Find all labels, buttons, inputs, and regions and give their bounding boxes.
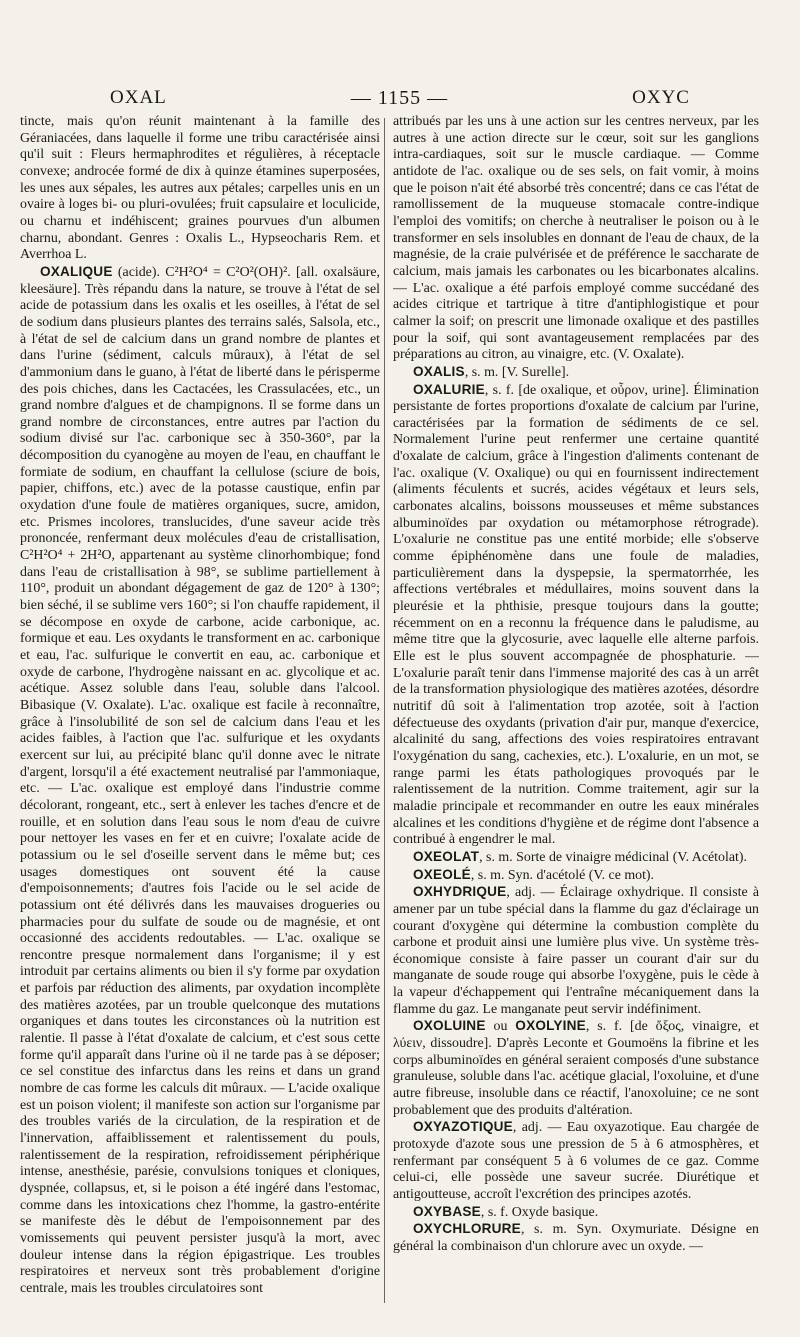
entry-headword: OXYBASE bbox=[413, 1203, 481, 1219]
dictionary-entry bbox=[393, 1221, 759, 1255]
entry-text: tincte, mais qu'on réunit maintenant à la famille des Géraniacées, dans laquelle il forme une tribu caractérisée ainsi qu'il suit : Fleurs hermaphrodites et régulières, à réceptacle convexe; androcée formé de dix à quinze étamines superposées, les unes aux sépales, les autres aux pétales; carpelles unis en un ovaire à loges bi- ou pluri-ovulées; fruit capsulaire et loculicide, ou charnu et indéhiscent; graines pourvues d'un albumen charnu, abondant. Genres : Oxalis L., Hypseocharis Rem. et Averrhoa L. bbox=[20, 114, 380, 263]
dictionary-entry bbox=[393, 1119, 759, 1203]
entry-text: , s. m. Syn. Oxymuriate. Désigne en général la combinaison d'un chlorure avec un oxyde. — bbox=[393, 1222, 759, 1254]
dictionary-entry bbox=[393, 1018, 759, 1119]
right-column bbox=[393, 114, 759, 1309]
entry-text: , s. m. [V. Surelle]. bbox=[464, 364, 570, 380]
running-head bbox=[110, 84, 690, 112]
dictionary-entry bbox=[393, 382, 759, 849]
running-head-left: OXAL bbox=[110, 87, 167, 108]
entry-continuation bbox=[20, 114, 380, 264]
entry-headword: OXEOLÉ bbox=[413, 866, 471, 882]
entry-continuation bbox=[393, 114, 759, 364]
running-head-right: OXYC bbox=[632, 87, 690, 108]
dictionary-entry bbox=[20, 264, 380, 1298]
dictionary-entry bbox=[393, 364, 759, 382]
entry-text: , adj. — Éclairage oxhydrique. Il consiste à amener par un tube spécial dans la flamme du gaz d'éclairage un courant d'oxygène qui détermine la combustion complète du carbone et produit ainsi une lumière plus vive. Un système très-économique consiste à faire passer un courant d'air sur du manganate de soude rouge qui absorbe l'oxygène, puis le cède à la vapeur d'échappement qui l'entraîne mécaniquement dans la flamme du gaz. Le manganate peut servir indéfiniment. bbox=[393, 885, 759, 1017]
entry-text: , s. f. [de ὄξος, vinaigre, et λύειν, dissoudre]. D'après Leconte et Goumoëns la fibrine et les corps albuminoïdes en général seraient composés d'une substance granuleuse, soluble dans l'ac. acétique glacial, l'oxoluine, et d'une autre fibreuse, insoluble dans ce réactif, l'anoxoluine; ce ne sont probablement que des produits d'altération. bbox=[393, 1019, 759, 1118]
entry-headword: OXYCHLORURE bbox=[413, 1221, 521, 1237]
entry-headword-variant: OXOLYINE bbox=[515, 1018, 586, 1034]
dictionary-entry bbox=[393, 884, 759, 1018]
column-rule bbox=[384, 118, 385, 1303]
entry-text: , s. f. Oxyde basique. bbox=[480, 1204, 599, 1220]
left-column bbox=[20, 114, 380, 1309]
entry-headword: OXALIQUE bbox=[40, 263, 113, 279]
entry-text: attribués par les uns à une action sur les centres nerveux, par les autres à une action directe sur le cœur, soit sur les ganglions intra-cardiaques, soit sur le muscle cardiaque. — Comme antidote de l'ac. oxalique ou de ses sels, on fait vomir, à moins que le poison n'ait été absorbé très concentré; dans ce cas l'état de ramollissement de la muqueuse stomacale contre-indique l'emploi des vomitifs; on cherche à neutraliser le poison ou à le transformer en sels insolubles en donnant de l'eau de chaux, de la magnésie, de la craie pulvérisée et de préférence le saccharate de calcium, mais jamais les carbonates ou les bicarbonates alcalins. — L'ac. oxalique a été parfois employé comme succédané des acides citrique et tartrique à titre d'antiphlogistique et pour calmer la soif; on prescrit une limonade oxalique et des pastilles pour la soif, qui sont avantageusement remplacées par des préparations au citron, au vinaigre, etc. (V. Oxalate). bbox=[393, 114, 759, 363]
entry-headword: OXALURIE bbox=[413, 381, 485, 397]
entry-text: , s. m. Sorte de vinaigre médicinal (V. Acétolat). bbox=[479, 849, 747, 865]
entry-text: , adj. — Eau oxyazotique. Eau chargée de protoxyde d'azote sous une pression de 5 à 6 atmosphères, et renfermant par conséquent 5 à 6 volumes de ce gaz. Comme celui-ci, elle possède une saveur sucrée. Diurétique et antigoutteuse, accroît l'excrétion des principes azotés. bbox=[393, 1120, 759, 1202]
entry-headword: OXHYDRIQUE bbox=[413, 884, 507, 900]
dictionary-entry bbox=[393, 1204, 759, 1222]
entry-text: , s. f. [de oxalique, et οὖρον, urine]. Élimination persistante de fortes proportions d'oxalate de calcium par l'urine, caractérisées par la formation de sédiments de ce sel. Normalement l'urine peut renfermer une certaine quantité d'oxalate de calcium, grâce à l'ingestion d'aliments contenant de l'ac. oxalique (V. Oxalique) ou qui en fournissent indirectement (aliments féculents et sucrés, acides végétaux et leurs sels, carbonates alcalins, boissons mousseuses et même substances albuminoïdes par oxydation ou métamorphose rétrograde). L'oxalurie ne constitue pas une entité morbide; elle s'observe comme épiphénomène dans une foule de maladies, particulièrement dans la dyspepsie, la spermatorrhée, les affections vertébrales et médullaires, moins souvent dans la pleurésie et la phthisie, presque toujours dans la goutte; récemment on en a reconnu la fréquence dans le paludisme, au même titre que la glycosurie, avec laquelle elle alterne parfois. Elle est le plus souvent accompagnée de phosphaturie. — L'oxalurie paraît tenir dans l'immense majorité des cas à un arrêt de la transformation physiologique des matières azotées, désordre nutritif dû soit à l'alimentation trop azotée, soit à l'action défectueuse des oxydants (privation d'air pur, manque d'exercice, alcalinité du sang, affections des voies respiratoires entravant l'oxygénation du sang, cachexies, etc.). L'oxalurie, en un mot, se range parmi les états pathologiques provoqués par le ralentissement de la nutrition. Comme traitement, agir sur la maladie principale et recommander en outre les eaux minérales alcalines et les conditions d'hygiène et de régime dont l'absence a contribué à engendrer le mal. bbox=[393, 382, 759, 848]
entry-connector: ou bbox=[485, 1019, 516, 1035]
entry-headword: OXALIS bbox=[413, 363, 465, 379]
entry-text: (acide). C²H²O⁴ = C²O²(OH)². [all. oxalsäure, kleesäure]. Très répandu dans la nature, se trouve à l'état de sel acide de potassium dans les oxalis et les oseilles, à l'état de sel de sodium dans plusieurs plantes des terrains salés, Salsola, etc., à l'état de sel de calcium dans un grand nombre de plantes et dans l'urine (sédiment, calculs mûraux), à l'état de sel d'ammonium dans le guano, à l'état de liberté dans le périsperme des pois chiches, dans les Cactacées, les Crassulacées, etc., un grand nombre d'algues et de champignons. Il se forme dans un grand nombre de circonstances, entre autres par l'action du sodium divisé sur l'ac. carbonique sec à 350-360°, par la décomposition du cyanogène au moyen de l'eau, en chauffant le formiate de sodium, en chauffant la cellulose (sciure de bois, papier, chiffons, etc.) avec de la potasse caustique, enfin par oxydation d'une foule de matières organiques, sucre, amidon, etc. Prismes incolores, translucides, d'une saveur acide très prononcée, renfermant deux molécules d'eau de cristallisation, C²H²O⁴ + 2H²O, appartenant au système clinorhombique; fond dans l'eau de cristallisation à 98°, se sublime partiellement à 110°, produit un abondant dégagement de gaz de 120° à 130°; bien séché, il se sublime vers 160°; si l'on chauffe rapidement, il se décompose en oxyde de carbone, acide carbonique, ac. formique et eau. Les oxydants le transforment en ac. carbonique et eau, l'ac. sulfurique le convertit en eau, ac. carbonique et oxyde de carbone, l'hydrogène naissant en ac. glycolique et ac. acétique. Assez soluble dans l'eau, soluble dans l'alcool. Bibasique (V. Oxalate). L'ac. oxalique est facile à reconnaître, grâce à l'insolubilité de son sel de calcium dans l'eau et les acides faibles, à l'action que l'ac. sulfurique et les oxydants exercent sur lui, au précipité blanc qu'il donne avec le nitrate d'argent, lorsqu'il a été exactement neutralisé par l'ammoniaque, etc. — L'ac. oxalique est employé dans l'industrie comme décolorant, rongeant, etc., sert à enlever les taches d'encre et de rouille, et en solution dans l'eau sous le nom d'eau de cuivre pour nettoyer les vases en fer et en cuivre; l'oxalate acide de potassium ou le sel d'oseille servent dans le même but; ces usages domestiques ont souvent été la cause d'empoisonnements; d'autres fois l'acide ou le sel acide de potassium ont été délivrés dans les mauvaises drogueries ou pharmacies pour du sulfate de soude ou de magnésie, et ont occasionné des accidents redoutables. — L'ac. oxalique se rencontre presque normalement dans l'organisme; il y est introduit par certains aliments ou bien il s'y forme par oxydation et parfois par réduction des aliments, par oxydation incomplète des matières azotées, par un trouble quelconque des mutations organiques et dans toutes les circonstances où la nutrition est ralentie. Il passe à l'état d'oxalate de calcium, et c'est sous cette forme qu'il apparaît dans l'urine où il ne tarde pas à se déposer; ce sel constitue des infarctus dans les reins et dans un grand nombre de cas forme les calculs dit mûraux. — L'acide oxalique est un poison violent; il manifeste son action sur l'organisme par des troubles variés de la circulation, de la respiration et de l'innervation, affaiblissement et ralentissement du pouls, ralentissement de la respiration, refroidissement périphérique intense, anesthésie, parésie, convulsions toniques et cloniques, dyspnée, collapsus, et, si le poison a été ingéré dans l'estomac, comme dans les intoxications chez l'homme, la gastro-entérite se manifeste dès le début de l'empoisonnement par des vomissements qui peuvent persister jusqu'à la mort, avec douleur intense dans la région épigastrique. Les troubles respiratoires et nerveux sont très probablement d'origine centrale, mais les troubles circulatoires sont bbox=[20, 264, 380, 1296]
entry-headword: OXYAZOTIQUE bbox=[413, 1119, 513, 1135]
entry-text: , s. m. Syn. d'acétolé (V. ce mot). bbox=[470, 867, 655, 883]
dictionary-entry bbox=[393, 849, 759, 867]
dictionary-entry bbox=[393, 867, 759, 885]
entry-headword: OXOLUINE bbox=[413, 1018, 486, 1034]
page-number: — 1155 — bbox=[350, 86, 449, 109]
entry-headword: OXEOLAT bbox=[413, 848, 480, 864]
